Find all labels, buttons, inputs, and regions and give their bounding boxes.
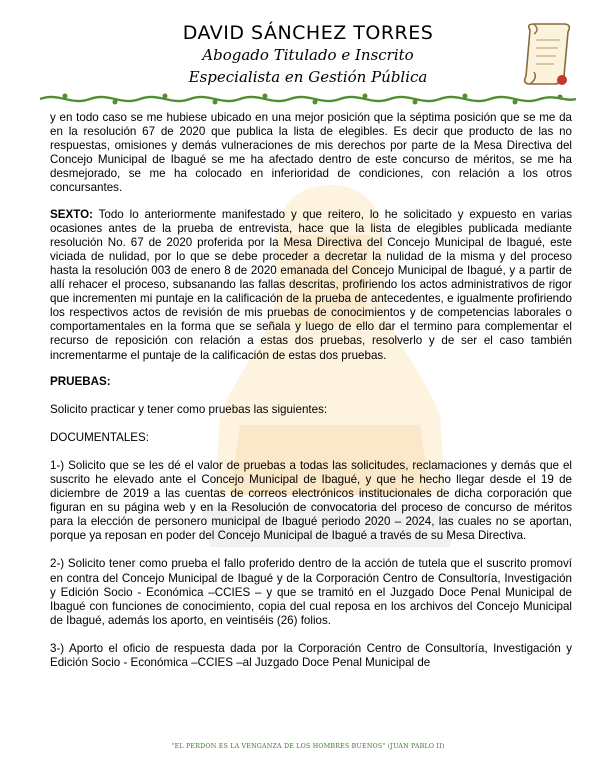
sexto-label: SEXTO: — [50, 207, 93, 221]
paragraph-sexto — [50, 208, 572, 363]
proof-item-1: 1-) Solicito que se les dé el valor de pruebas a todas las solicitudes, reclamaciones y demás que el suscrito he elevado ante el Concejo Municipal de Ibagué, y que he hecho llegar desde el 19 de diciembre de 2019 a las cuentas de correos electrónicos institucionales de dicha corporación que figuran en su página web y en la Resolución de convocatoria del proceso de concurso de méritos para la elección de personero municipal de Ibagué periodo 2020 – 2024, las cuales no se aportan, porque ya reposan en poder del Concejo Municipal de Ibagué a través de su Mesa Directiva. — [50, 458, 572, 543]
footer-quote: "EL PERDON ES LA VENGANZA DE LOS HOMBRES BUENOS" (JUAN PABLO II) — [171, 743, 445, 750]
specialty-line: Especialista en Gestión Pública — [188, 68, 428, 86]
document-body — [50, 111, 572, 684]
title-line: Abogado Titulado e Inscrito — [202, 46, 414, 64]
scroll-icon — [518, 20, 578, 92]
sexto-text: Todo lo anteriormente manifestado y que reitero, lo he solicitado y expuesto en varias ocasiones antes de la prueba de entrevista, hace que la lista de elegibles publicada mediante resolución No. 67 de 2020 proferida por la Mesa Directiva del Concejo Municipal de Ibagué, este viciada de nulidad, por lo que se debe proceder a decretar la nulidad de la misma y del proceso hasta la resolución 003 de enero 8 de 2020 emanada del Concejo Municipal de Ibagué, y a partir de allí rehacer el proceso, subsanando las fallas descritas, profiriendo los actos administrativos de rigor que incrementen mi puntaje en la calificación de la prueba de antecedentes, e igualmente profiriendo los respectivos actos de revisión de mis pruebas de conocimientos y de competencias laborales o comportamentales en la forma que se señala y luego de ello dar el termino para complementar el recurso de reposición con relación a estas dos pruebas, resolverlo y de ser el caso también incrementarme el puntaje de la calificación de estas dos pruebas. — [50, 207, 572, 362]
documentales-heading: DOCUMENTALES: — [50, 430, 149, 444]
lawyer-name: DAVID SÁNCHEZ TORRES — [182, 22, 434, 44]
pruebas-heading: PRUEBAS: — [50, 374, 111, 388]
paragraph-solicito: Solicito practicar y tener como pruebas las siguientes: — [50, 402, 328, 416]
proof-item-3: 3-) Aporto el oficio de respuesta dada por la Corporación Centro de Consultoría, Investigación y Edición Socio - Económica –CCIES –al Juzgado Doce Penal Municipal de — [50, 641, 572, 669]
paragraph-intro: y en todo caso se me hubiese ubicado en una mejor posición que la séptima posición que se me da en la resolución 67 de 2020 que publica la lista de elegibles. Es decir que producto de las no respuestas, omisiones y demás vulneraciones de mis derechos por parte de la Mesa Directiva del Concejo Municipal de Ibagué se me ha afectado dentro de este concurso de méritos, se me ha desmejorado, se me ha colocado en inferioridad de condiciones, con relación a los otros concursantes. — [50, 111, 572, 195]
letterhead — [0, 0, 616, 110]
proof-item-2: 2-) Solicito tener como prueba el fallo proferido dentro de la acción de tutela que el suscrito promoví en contra del Concejo Municipal de Ibagué y de la Corporación Centro de Consultoría, Investigación y Edición Socio - Económica –CCIES – y que se tramitó en el Juzgado Doce Penal Municipal de Ibagué con funciones de conocimiento, copia del cual reposa en los archivos del Concejo Municipal de Ibagué, además los aporto, en veintiséis (26) folios. — [50, 557, 572, 627]
vine-ornament — [40, 90, 576, 108]
